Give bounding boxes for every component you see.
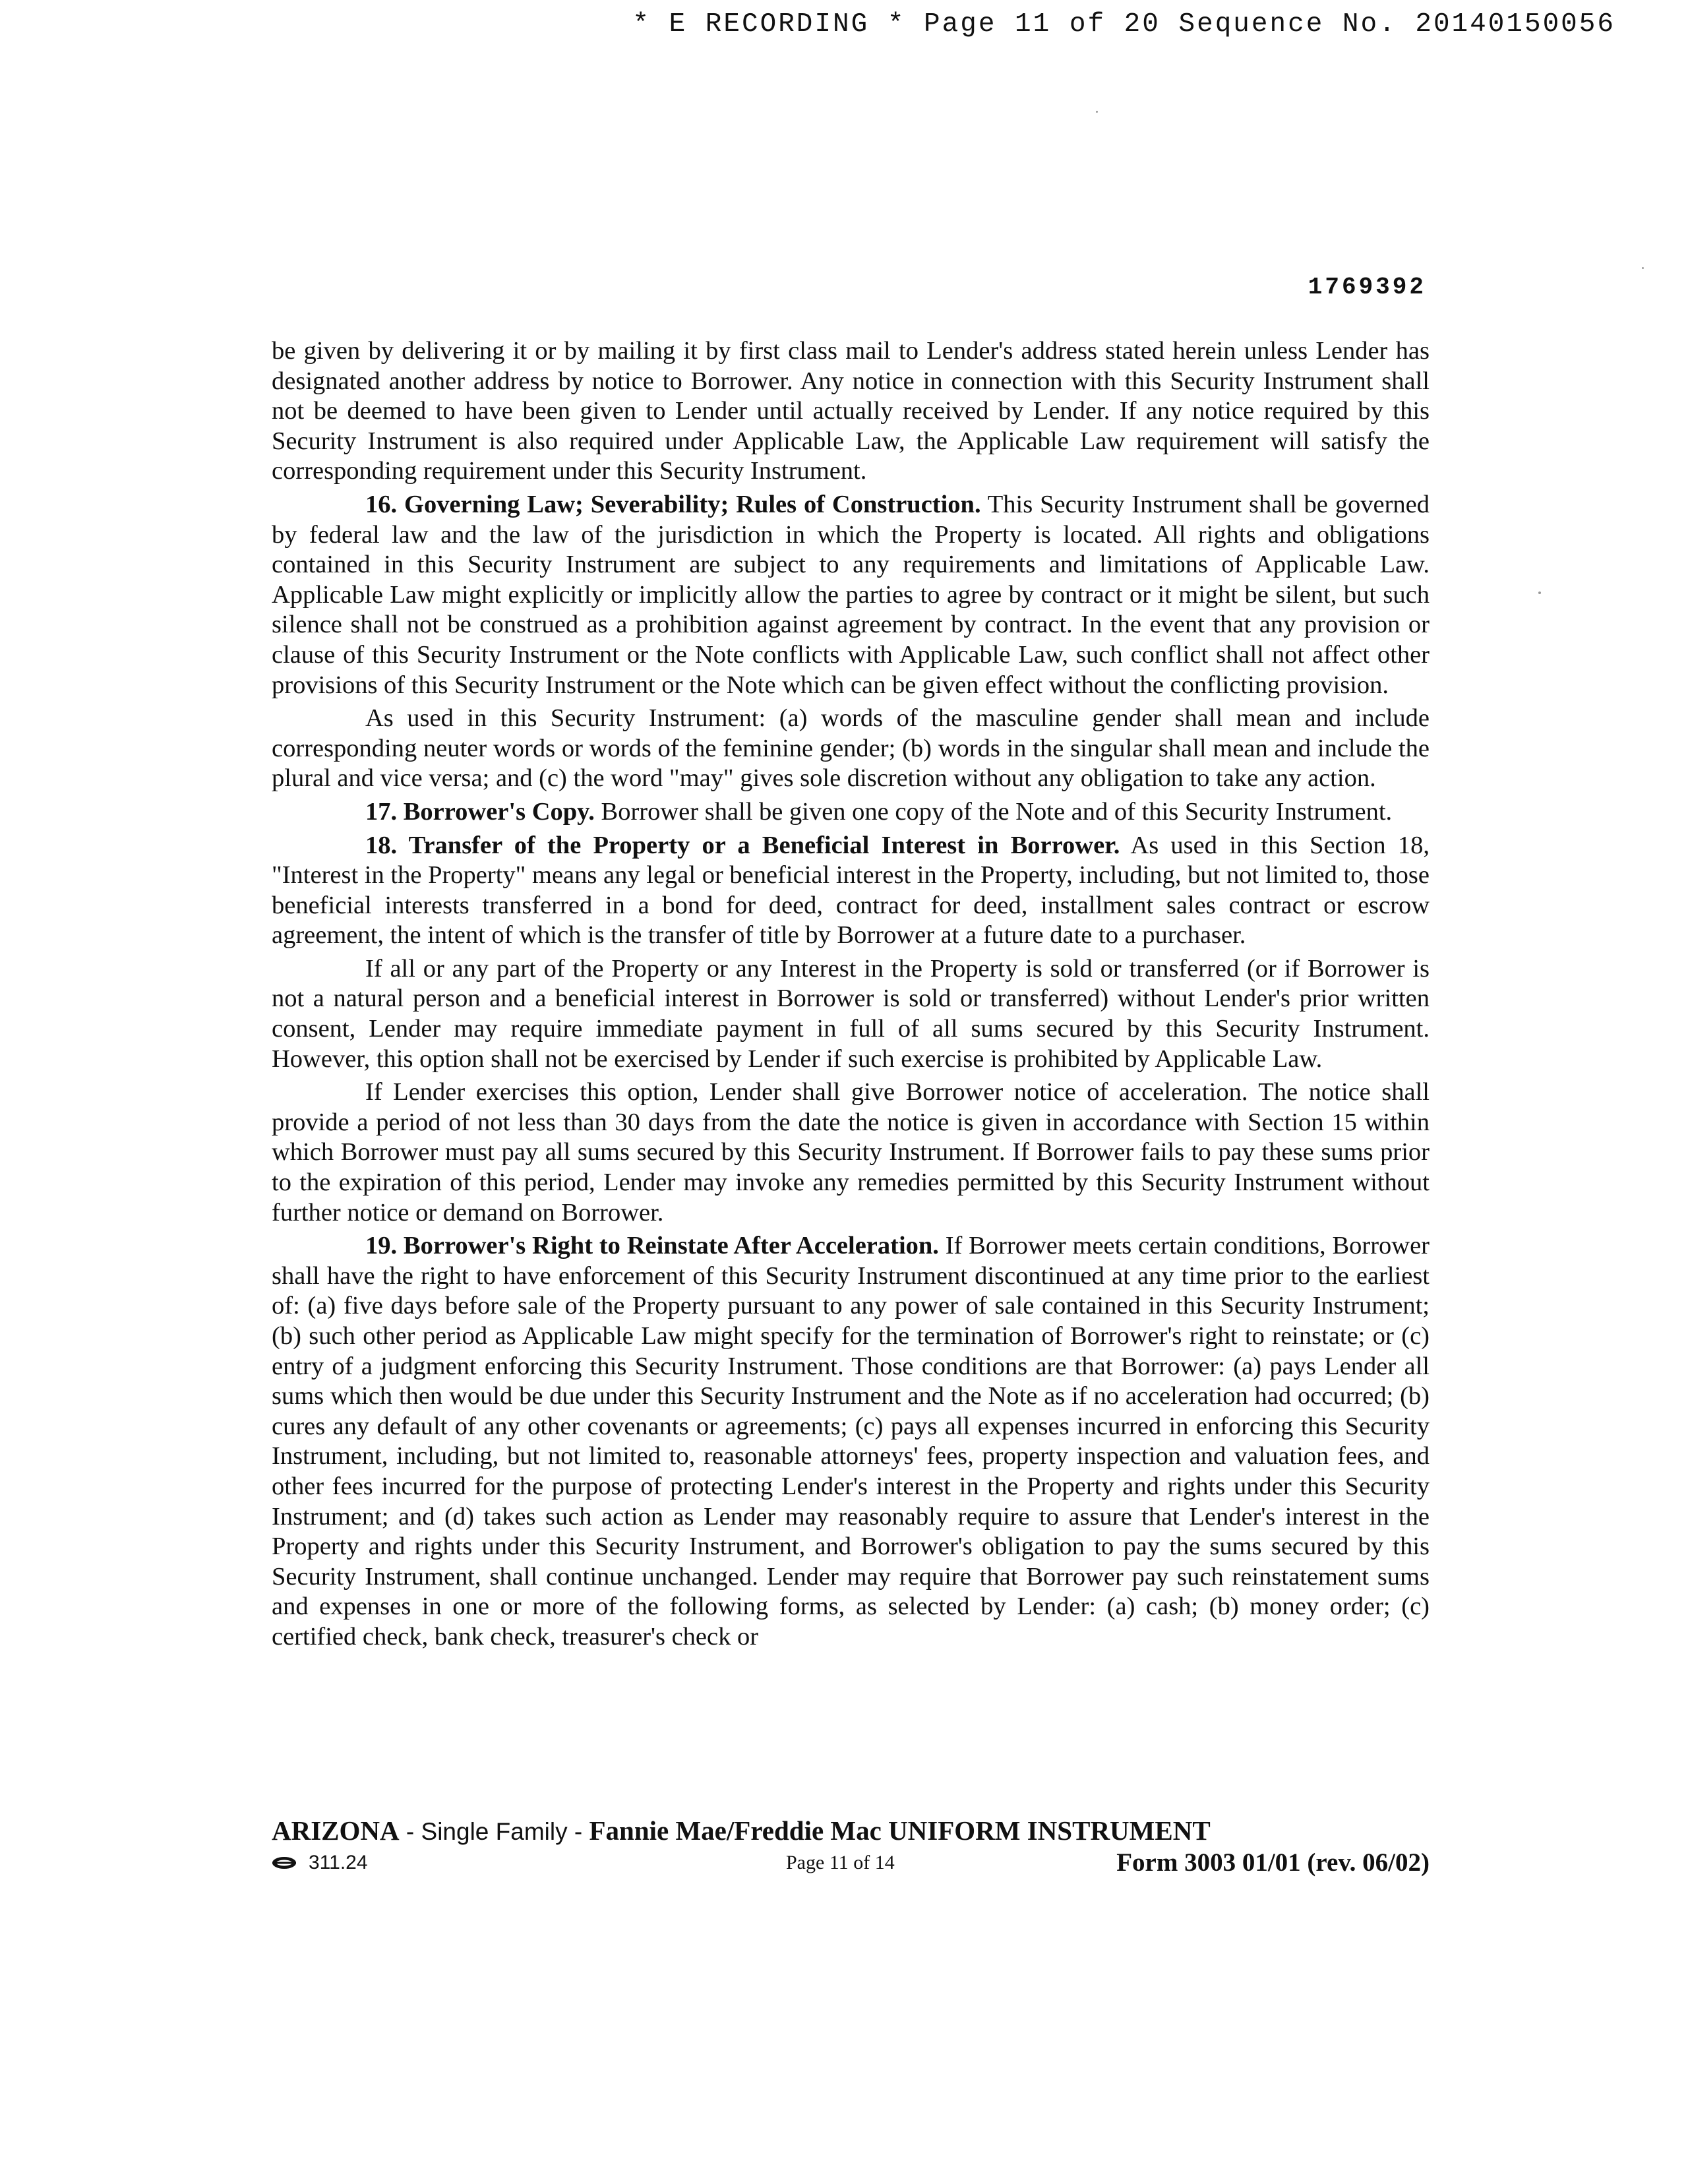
form-code-text: 311.24 bbox=[309, 1852, 368, 1873]
section-17 bbox=[272, 797, 1430, 828]
section-16-heading: 16. Governing Law; Severability; Rules of Construction. bbox=[365, 490, 981, 518]
footer-title bbox=[272, 1815, 1430, 1848]
section-17-text: Borrower shall be given one copy of the Note and of this Security Instrument. bbox=[594, 797, 1393, 826]
section-18-text: As used in this Section 18, "Interest in the Property" means any legal or beneficial interest in the Property, including, but not limited to, those beneficial interests transferred in a bond for deed, contract for deed, installment sales contract or escrow agreement, the intent of which is the transfer of title by Borrower at a future date to a purchaser. bbox=[272, 831, 1430, 950]
footer-page-number: Page 11 of 14 bbox=[786, 1852, 895, 1873]
section-18-acceleration-paragraph: If Lender exercises this option, Lender shall give Borrower notice of acceleration. The notice shall provide a period of not less than 30 days from the date the notice is given in accordance with Section 15 within which Borrower must pay all sums secured by this Security Instrument. If Borrower fails to pay these sums prior to the expiration of this period, Lender may invoke any remedies permitted by this Security Instrument without further notice or demand on Borrower. bbox=[272, 1078, 1430, 1227]
document-number: 1769392 bbox=[1308, 274, 1426, 301]
footer-form-id: Form 3003 01/01 (rev. 06/02) bbox=[1116, 1848, 1430, 1877]
section-18-transfer-paragraph: If all or any part of the Property or any Interest in the Property is sold or transferred (or if Borrower is not a natural person and a beneficial interest in Borrower is sold or transferred) without Lender's prior written consent, Lender may require immediate payment in full of all sums secured by this Security Instrument. However, this option shall not be exercised by Lender if such exercise is prohibited by Applicable Law. bbox=[272, 954, 1430, 1073]
scan-speck bbox=[1642, 267, 1644, 269]
footer-meta bbox=[272, 1849, 1430, 1878]
footer-uniform-instrument: Fannie Mae/Freddie Mac UNIFORM INSTRUMENT bbox=[589, 1815, 1211, 1846]
vmp-logo-icon bbox=[272, 1856, 297, 1869]
scan-speck bbox=[1538, 592, 1541, 594]
section-19-heading: 19. Borrower's Right to Reinstate After Acceleration. bbox=[365, 1232, 939, 1260]
paragraph-notice-continued: be given by delivering it or by mailing it by first class mail to Lender's address stated herein unless Lender has designated another address by notice to Borrower. Any notice in connection with this Security Instrument shall not be deemed to have been given to Lender until actually received by Lender. If any notice required by this Security Instrument is also required under Applicable Law, the Applicable Law requirement will satisfy the corresponding requirement under this Security Instrument. bbox=[272, 337, 1430, 485]
footer-separator: - bbox=[567, 1818, 589, 1845]
scan-speck bbox=[1096, 111, 1098, 113]
footer-single-family: Single Family bbox=[421, 1818, 568, 1845]
section-18 bbox=[272, 831, 1430, 951]
section-18-heading: 18. Transfer of the Property or a Beneficial Interest in Borrower. bbox=[365, 831, 1120, 859]
section-16-text: This Security Instrument shall be governed by federal law and the law of the jurisdiction in which the Property is located. All rights and obligations contained in this Security Instrument are subject to any requirements and limitations of Applicable Law. Applicable Law might explicitly or implicitly allow the parties to agree by contract or it might be silent, but such silence shall not be construed as a prohibition against agreement by contract. In the event that any provision or clause of this Security Instrument or the Note conflicts with Applicable Law, such conflict shall not affect other provisions of this Security Instrument or the Note which can be given effect without the conflicting provision. bbox=[272, 490, 1430, 699]
recording-header: * E RECORDING * Page 11 of 20 Sequence No. 20140150056 bbox=[632, 9, 1615, 40]
footer-form-code bbox=[272, 1852, 368, 1874]
section-19 bbox=[272, 1231, 1430, 1652]
section-17-heading: 17. Borrower's Copy. bbox=[365, 797, 595, 826]
page-footer bbox=[272, 1815, 1430, 1878]
section-16 bbox=[272, 490, 1430, 700]
footer-separator: - bbox=[399, 1818, 421, 1845]
footer-state: ARIZONA bbox=[272, 1815, 400, 1846]
document-body bbox=[272, 336, 1430, 1656]
section-19-text: If Borrower meets certain conditions, Borrower shall have the right to have enforcement of this Security Instrument discontinued at any time prior to the earliest of: (a) five days before sale of the Property pursuant to any power of sale contained in this Security Instrument; (b) such other period as Applicable Law might specify for the termination of Borrower's right to reinstate; or (c) entry of a judgment enforcing this Security Instrument. Those conditions are that Borrower: (a) pays Lender all sums which then would be due under this Security Instrument and the Note as if no acceleration had occurred; (b) cures any default of any other covenants or agreements; (c) pays all expenses incurred in enforcing this Security Instrument, including, but not limited to, reasonable attorneys' fees, property inspection and valuation fees, and other fees incurred for the purpose of protecting Lender's interest in the Property and rights under this Security Instrument; and (d) takes such action as Lender may reasonably require to assure that Lender's interest in the Property and rights under this Security Instrument, and Borrower's obligation to pay the sums secured by this Security Instrument, shall continue unchanged. Lender may require that Borrower pay such reinstatement sums and expenses in one or more of the following forms, as selected by Lender: (a) cash; (b) money order; (c) certified check, bank check, treasurer's check or bbox=[272, 1232, 1430, 1651]
section-16-construction-paragraph: As used in this Security Instrument: (a) words of the masculine gender shall mean and include corresponding neuter words or words of the feminine gender; (b) words in the singular shall mean and include the plural and vice versa; and (c) the word "may" gives sole discretion without any obligation to take any action. bbox=[272, 704, 1430, 793]
